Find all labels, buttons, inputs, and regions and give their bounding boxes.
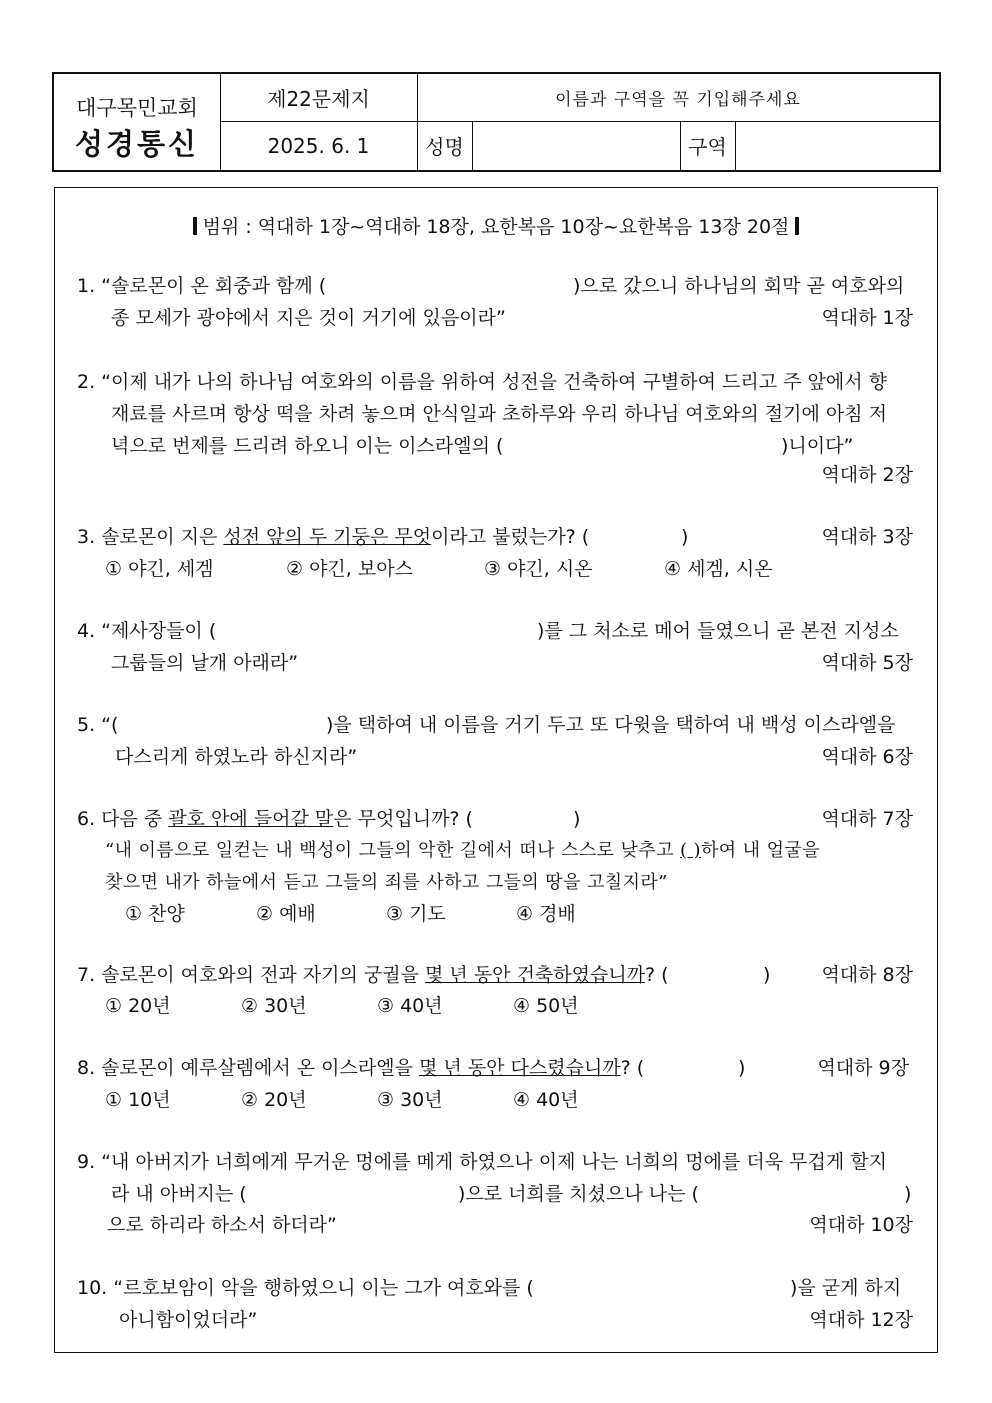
name-field[interactable] — [472, 121, 680, 170]
q6-option-3: ③ 기도 — [386, 903, 446, 925]
q7-option-1: ① 20년 — [105, 995, 171, 1017]
q4-line1-b: )를 그 처소로 메어 들였으니 곧 본전 지성소 — [537, 620, 899, 642]
q7-underlined: 몇 년 동안 건축하였습니까 — [425, 964, 646, 986]
range-line — [55, 212, 937, 239]
q6-verse-blank: ( ) — [680, 840, 701, 861]
q5-line1-b: )을 택하여 내 이름을 거기 두고 또 다윗을 택하여 내 백성 이스라엘을 — [326, 714, 896, 736]
q6-verse-line1: “내 이름으로 일컫는 내 백성이 그들의 악한 길에서 떠나 스스로 낮추고 ( )하여 내 얼굴을 — [105, 840, 820, 861]
q7-option-3: ③ 40년 — [377, 995, 443, 1017]
q3-option-2: ② 야긴, 보아스 — [286, 558, 413, 580]
q3-close-paren: ) — [681, 526, 689, 548]
q3-reference: 역대하 3장 — [821, 526, 913, 548]
q8-option-4: ④ 40년 — [513, 1089, 579, 1111]
q10-line1-a: 10. “르호보암이 악을 행하였으니 이는 그가 여호와를 ( — [77, 1277, 534, 1299]
q6-stem: 6. 다음 중 괄호 안에 들어갈 말은 무엇입니까? ( — [77, 808, 473, 830]
q2-line3-a: 녁으로 번제를 드리려 하오니 이는 이스라엘의 ( — [111, 435, 504, 457]
org-cell — [54, 74, 221, 170]
q6-close-paren: ) — [573, 808, 581, 830]
q10-line2: 아니함이었더라” — [119, 1309, 258, 1331]
q1-line1-b: )으로 갔으니 하나님의 회막 곧 여호와의 — [573, 275, 905, 297]
q8-option-3: ③ 30년 — [377, 1089, 443, 1111]
q6-underlined: 괄호 안에 들어갈 말 — [168, 808, 334, 830]
q7-reference: 역대하 8장 — [821, 964, 913, 986]
q4-line2: 그룹들의 날개 아래라” — [111, 652, 299, 674]
q9-line3: 으로 하리라 하소서 하더라” — [107, 1214, 337, 1236]
q2-line2: 재료를 사르며 항상 떡을 차려 놓으며 안식일과 초하루와 우리 하나님 여호와의 절기에 아침 저 — [111, 403, 887, 425]
question-box — [54, 187, 938, 1353]
q5-line1-a: 5. “( — [77, 714, 119, 736]
q6-reference: 역대하 7장 — [821, 808, 913, 830]
q10-line1-b: )을 굳게 하지 — [790, 1277, 902, 1299]
q10-reference: 역대하 12장 — [809, 1309, 913, 1331]
q3-option-1: ① 야긴, 세겜 — [105, 558, 214, 580]
range-bar-right — [795, 217, 799, 235]
q5-line2: 다스리게 하였노라 하신지라” — [115, 746, 358, 768]
issue-date: 2025. 6. 1 — [267, 133, 370, 158]
q1-reference: 역대하 1장 — [821, 307, 913, 329]
q8-option-1: ① 10년 — [105, 1089, 171, 1111]
q9-line1: 9. “내 아버지가 너희에게 무거운 멍에를 메게 하였으나 이제 나는 너희의 멍에를 더욱 무겁게 할지 — [77, 1151, 887, 1173]
q6-verse-line2: 찾으면 내가 하늘에서 듣고 그들의 죄를 사하고 그들의 땅을 고칠지라” — [105, 872, 668, 893]
q4-reference: 역대하 5장 — [821, 652, 913, 674]
q9-line2-c: ) — [904, 1183, 912, 1205]
district-field[interactable] — [735, 121, 939, 170]
q9-reference: 역대하 10장 — [809, 1214, 913, 1236]
q6-option-4: ④ 경배 — [516, 903, 576, 925]
q2-reference: 역대하 2장 — [821, 464, 913, 486]
q8-close-paren: ) — [738, 1057, 746, 1079]
q8-option-2: ② 20년 — [241, 1089, 307, 1111]
q2-line3-b: )니이다” — [781, 435, 854, 457]
q9-line2-b: )으로 너희를 치셨으나 나는 ( — [458, 1183, 699, 1205]
q1-line1-a: 1. “솔로몬이 온 회중과 함께 ( — [77, 275, 327, 297]
q7-close-paren: ) — [763, 964, 771, 986]
q7-option-2: ② 30년 — [241, 995, 307, 1017]
church-name: 대구목민교회 — [76, 96, 198, 120]
q3-underlined: 성전 앞의 두 기둥은 무엇 — [223, 526, 432, 548]
q8-stem: 8. 솔로몬이 예루살렘에서 온 이스라엘을 몇 년 동안 다스렸습니까? ( — [77, 1057, 645, 1079]
header-table — [52, 72, 941, 172]
q6-option-1: ① 찬양 — [125, 903, 185, 925]
q1-line2: 종 모세가 광야에서 지은 것이 거기에 있음이라” — [111, 307, 506, 329]
q8-reference: 역대하 9장 — [817, 1057, 909, 1079]
publication-name: 성경통신 — [74, 127, 200, 161]
range-bar-left — [193, 217, 197, 235]
issue-number: 제22문제지 — [267, 87, 370, 111]
q2-line1: 2. “이제 내가 나의 하나님 여호와의 이름을 위하여 성전을 건축하여 구별하여 드리고 주 앞에서 향 — [77, 371, 887, 393]
q8-underlined: 몇 년 동안 다스렸습니까 — [419, 1057, 621, 1079]
name-label: 성명 — [425, 135, 464, 159]
district-label: 구역 — [688, 135, 727, 159]
range-text: 범위 : 역대하 1장~역대하 18장, 요한복음 10장~요한복음 13장 20절 — [202, 216, 790, 238]
q3-option-4: ④ 세겜, 시온 — [664, 558, 773, 580]
notice-text: 이름과 구역을 꼭 기입해주세요 — [555, 90, 801, 110]
q9-line2-a: 라 내 아버지는 ( — [111, 1183, 247, 1205]
q6-option-2: ② 예배 — [256, 903, 316, 925]
q3-option-3: ③ 야긴, 시온 — [484, 558, 593, 580]
q3-stem: 3. 솔로몬이 지은 성전 앞의 두 기둥은 무엇이라고 불렀는가? ( — [77, 526, 590, 548]
q7-option-4: ④ 50년 — [513, 995, 579, 1017]
q5-reference: 역대하 6장 — [821, 746, 913, 768]
q7-stem: 7. 솔로몬이 여호와의 전과 자기의 궁궐을 몇 년 동안 건축하였습니까? ( — [77, 964, 669, 986]
q4-line1-a: 4. “제사장들이 ( — [77, 620, 217, 642]
